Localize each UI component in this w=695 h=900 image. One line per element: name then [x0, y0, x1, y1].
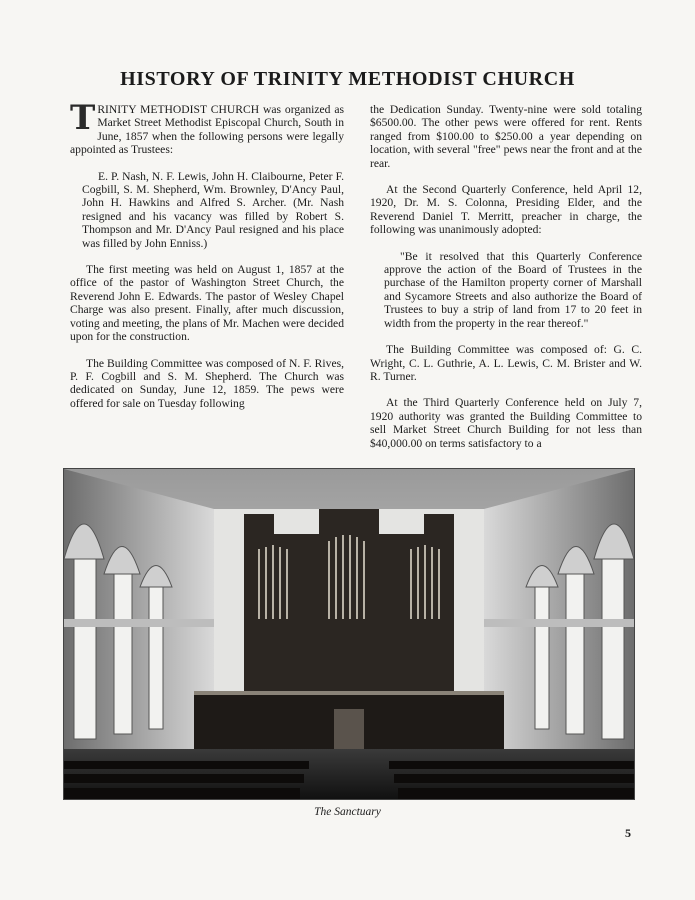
resolution-quote: "Be it resolved that this Quarterly Conference approve the action of the Board of Trustees in the purchase of the Hamilton property corner of Marshall and Sycamore Streets and also authorize the Board of Trustees to buy a strip of land from 17 to 20 feet in width from the property in the rear thereof.": [384, 249, 642, 330]
sanctuary-photo: [63, 468, 635, 800]
first-meeting-paragraph: The first meeting was held on August 1, 1857 at the office of the pastor of Washington Street Church, the Reverend John E. Edwards. The pastor of Wesley Chapel Charge was also present. Finally, after much discussion, voting and meeting, the plans of Mr. Machen were decided upon for the construction.: [70, 263, 344, 344]
second-conference-paragraph: At the Second Quarterly Conference, held April 12, 1920, Dr. M. S. Colonna, Presiding Elder, and the Reverend Daniel T. Merritt, preacher in charge, the following was unanimously adopted:: [370, 183, 642, 237]
trustees-list: E. P. Nash, N. F. Lewis, John H. Claibourne, Peter F. Cogbill, S. M. Shepherd, Wm. Brownley, D'Ancy Paul, John H. Hawkins and Alfred S. Archer. (Mr. Nash resigned and his vacancy was filled by Robert S. Thompson and Mr. D'Ancy Paul resigned and his place was filled by John Enniss.): [82, 169, 344, 250]
third-conference-paragraph: At the Third Quarterly Conference held on July 7, 1920 authority was granted the Building Committee to sell Market Street Church Building for not less than $40,000.00 on terms satisfactory to a: [370, 396, 642, 450]
intro-text: RINITY METHODIST CHURCH was organized as Market Street Methodist Episcopal Church, South in June, 1857 when the following persons were legally appointed as Trustees:: [70, 103, 344, 157]
sanctuary-illustration: [64, 469, 634, 799]
dropcap-letter: T: [70, 98, 96, 138]
building-committee-paragraph: The Building Committee was composed of N. F. Rives, P. F. Cogbill and S. M. Shepherd. The Church was dedicated on Sunday, June 12, 1859. The pews were offered for sale on Tuesday following: [70, 356, 344, 410]
intro-paragraph: [70, 98, 344, 157]
building-committee-1920-paragraph: The Building Committee was composed of: G. C. Wright, C. L. Guthrie, A. L. Lewis, C. M. Brister and W. R. Turner.: [370, 343, 642, 383]
left-column: [70, 98, 344, 423]
dedication-paragraph: the Dedication Sunday. Twenty-nine were sold totaling $6500.00. The other pews were offered for rent. Rents ranged from $100.00 to $250.00 a year depending on location, with several "free" pews near the front and at the rear.: [370, 103, 642, 170]
page-title: HISTORY OF TRINITY METHODIST CHURCH: [120, 68, 575, 90]
photo-caption: The Sanctuary: [314, 806, 381, 818]
right-column: [370, 103, 642, 463]
page-number: 5: [625, 826, 631, 840]
